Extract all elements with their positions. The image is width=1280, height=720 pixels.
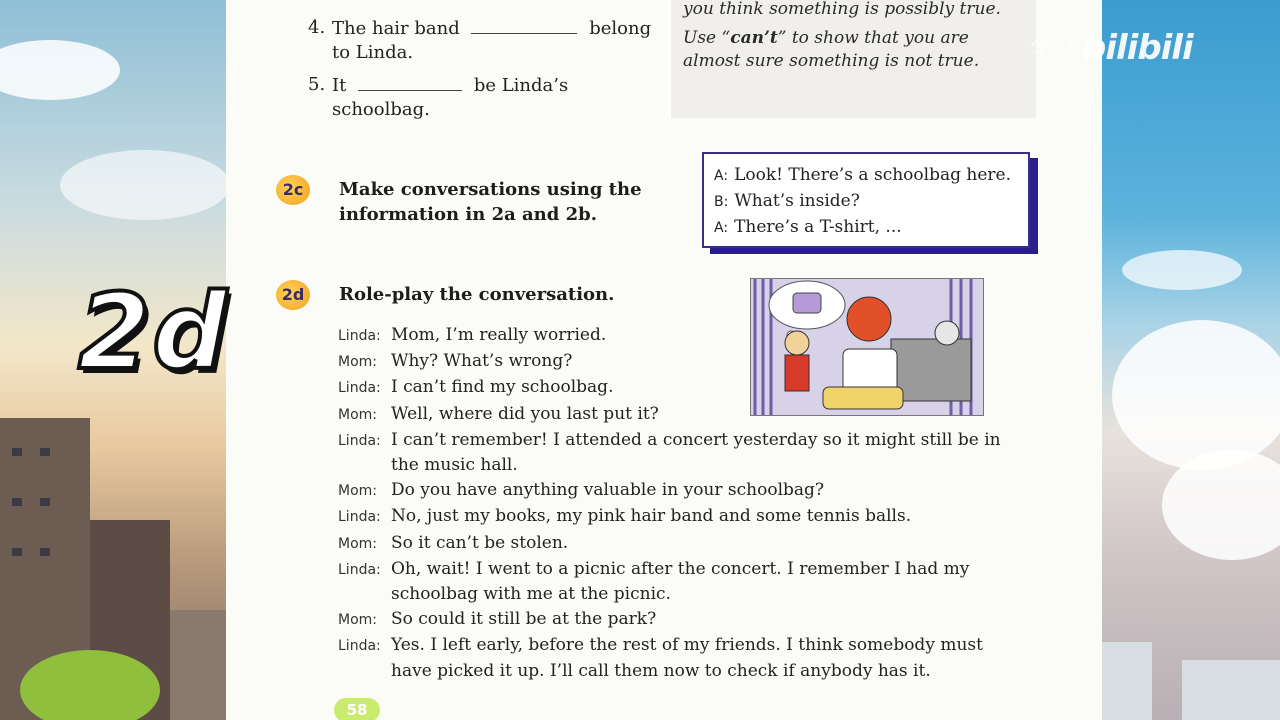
item-text-after: belong to Linda.: [332, 18, 652, 63]
speaker-label: Linda:: [338, 509, 381, 526]
tip-line: Use “can’t” to show that you are almost sure something is not true.: [683, 28, 980, 71]
speaker-label: Linda:: [338, 328, 381, 344]
cloud: [1122, 250, 1242, 290]
dialogue-line: [338, 349, 1028, 375]
section-title-2c: Make conversations using the information in 2a and 2b.: [339, 179, 642, 225]
dialogue-line: [338, 504, 1028, 530]
textbook-page: [226, 0, 1102, 720]
example-line: A: There’s a T-shirt, ...: [714, 217, 902, 237]
dialogue-line: [338, 402, 1028, 428]
section-title-2d: Role-play the conversation.: [339, 284, 615, 305]
item-number: 5.: [308, 74, 326, 95]
dialogue-line: [338, 323, 1028, 349]
tip-keyword: can’t: [730, 28, 778, 48]
speech-text: I can’t remember! I attended a concert yesterday so it might still be in the music hall.: [391, 429, 1001, 476]
bilibili-watermark: [1030, 28, 1193, 68]
fill-item: [308, 0, 668, 8]
building: [1102, 642, 1152, 720]
item-number: 4.: [308, 17, 326, 38]
tip-line: you think something is possibly true.: [683, 0, 1001, 19]
cloud: [0, 40, 120, 100]
item-text-before: The hair band: [332, 18, 460, 39]
fill-in-list: [308, 0, 668, 130]
speaker-label: Mom:: [338, 535, 377, 552]
speech-text: So it can’t be stolen.: [391, 532, 569, 553]
item-text-before: It: [332, 75, 347, 96]
example-line: A: Look! There’s a schoolbag here.: [714, 165, 1011, 185]
watermark-text: 学习: [1030, 37, 1075, 63]
speaker-label: Linda:: [338, 561, 381, 578]
speaker-label: Linda:: [338, 380, 381, 397]
dialogue-line: [338, 478, 1028, 504]
example-line: B: What’s inside?: [714, 191, 860, 211]
fill-item: [308, 73, 668, 122]
speech-text: So could it still be at the park?: [391, 609, 657, 630]
tree: [20, 650, 160, 720]
grammar-tip-box: [668, 0, 1036, 118]
speech-text: Well, where did you last put it?: [391, 403, 659, 424]
dialogue-line: [338, 607, 1028, 633]
dialogue-line: [338, 557, 1028, 607]
item-number: [308, 0, 332, 8]
answer-blank: [471, 16, 577, 34]
bilibili-logo-icon: bilibili: [1082, 28, 1193, 68]
speaker-label: Linda:: [338, 432, 381, 449]
dialogue-line: [338, 633, 1028, 683]
item-text-after: be Linda’s schoolbag.: [332, 75, 569, 120]
fill-item: [308, 16, 668, 65]
role-play-dialogue: [338, 323, 1028, 684]
speaker-label: Linda:: [338, 638, 381, 655]
section-badge-2d: 2d: [276, 280, 310, 310]
speech-text: Do you have anything valuable in your schoolbag?: [391, 480, 825, 501]
page-number: 58: [334, 698, 380, 720]
background-right: [1102, 0, 1280, 720]
building: [1182, 660, 1280, 720]
speech-text: Why? What’s wrong?: [391, 351, 573, 372]
dialogue-line: [338, 375, 1028, 401]
cloud: [60, 150, 226, 220]
speech-text: Oh, wait! I went to a picnic after the concert. I remember I had my schoolbag with me at the picnic.: [391, 558, 970, 605]
speech-text: No, just my books, my pink hair band and some tennis balls.: [391, 506, 912, 527]
dialogue-line: [338, 428, 1028, 478]
speaker-label: Mom:: [338, 406, 377, 423]
speech-text: I can’t find my schoolbag.: [391, 377, 614, 398]
section-overlay-label: 2d: [78, 271, 229, 393]
dialogue-line: [338, 531, 1028, 557]
speaker-label: Mom:: [338, 354, 377, 371]
example-conversation-box: [702, 152, 1030, 248]
section-badge-2c: 2c: [276, 175, 310, 205]
speaker-label: Mom:: [338, 612, 377, 629]
speech-text: Yes. I left early, before the rest of my friends. I think somebody must have picked it up. I’ll call them now to check if anybody has it.: [391, 635, 983, 681]
building: [170, 610, 226, 720]
speech-text: Mom, I’m really worried.: [391, 325, 607, 345]
speaker-label: Mom:: [338, 483, 377, 500]
cloud: [1112, 320, 1280, 470]
answer-blank: [358, 73, 462, 91]
